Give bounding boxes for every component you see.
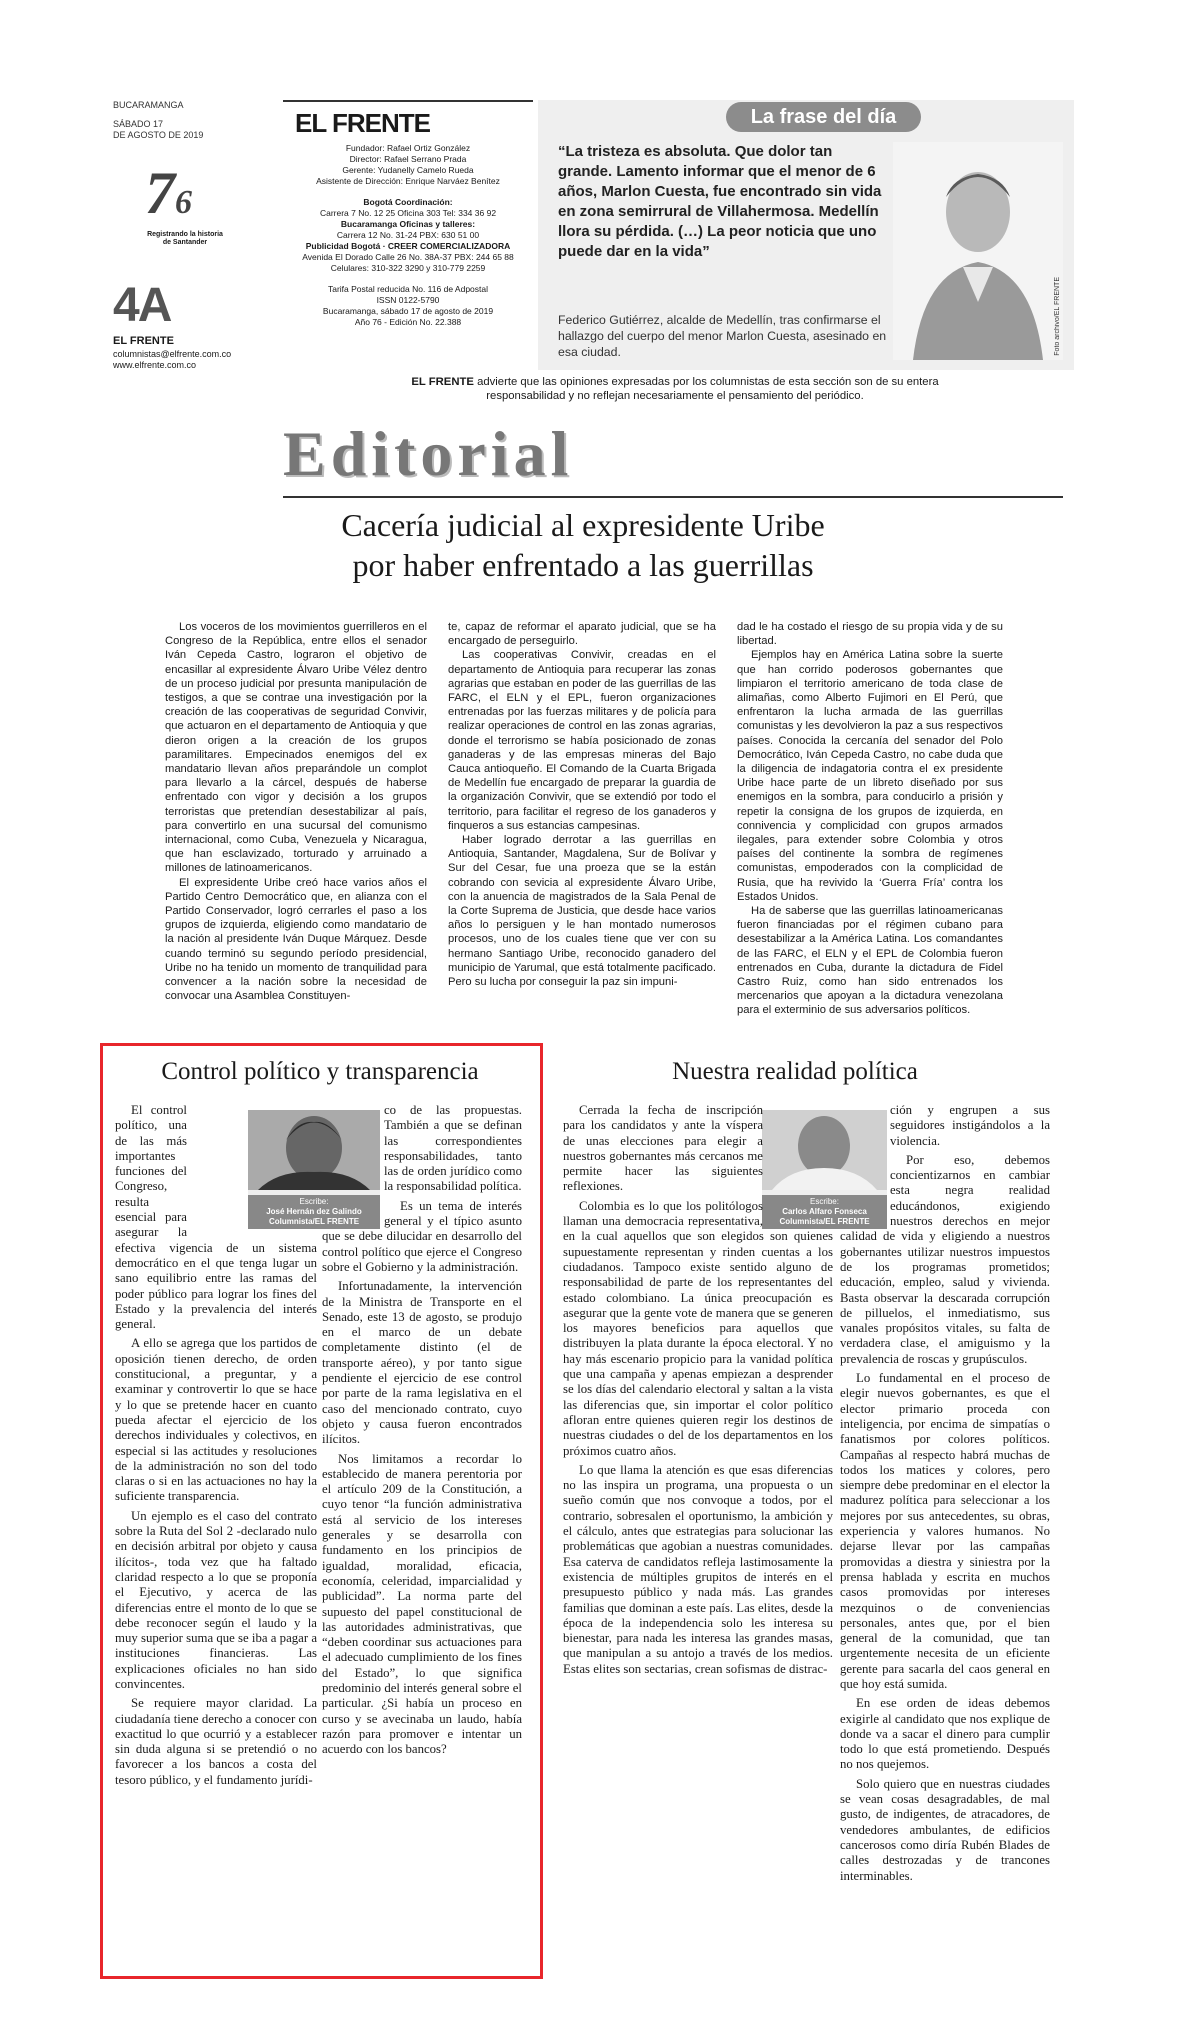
date-line-2: DE AGOSTO DE 2019 — [113, 130, 204, 140]
author-photo-right: Escribe: Carlos Alfaro Fonseca Columnista/EL FRENTE — [762, 1110, 887, 1228]
editorial-headline: Cacería judicial al expresidente Uribe por haber enfrentado a las guerrillas — [341, 507, 825, 583]
anniversary-logo: 76 Registrando la historia de Santander — [145, 160, 223, 246]
article-left-column-2: co de las propuestas. También a que se definan las correspondientes responsabilidades, tanto las de orden jurídico como la responsabilidad política. Es un tema de interés general y el típico asunto que se debe dilucidar en desarrollo del control político que ejerce el Congreso sobre el Gobierno y la administración. Infortunadamente, la intervención de la Ministra de Transporte en el Senado, este 13 de agosto, se produjo en el marco de un debate completamente distinto (el de transporte aéreo), y por tanto sigue pendiente el ejercicio de ese control por parte de la rama legislativa en el caso del mencionado contrato, cuyo objeto y causa fueron encontrados ilícitos. Nos limitamos a recordar lo establecido de manera perentoria por el artículo 209 de la Constitución, a cuyo tenor “la función administrativa está al servicio de los intereses generales y se desarrolla con fundamento en los principios de igualdad, moralidad, eficacia, economía, celeridad, imparcialidad y publicidad”. La norma parte del supuesto del papel constitucional de las autoridades administrativas, que “deben coordinar sus actuaciones para el adecuado cumplimiento de los fines del Estado”, lo que significa predominio del interés general sobre el particular. ¿Si había un proceso en curso y se avecinaba un laudo, había razón para promover e intentar un acuerdo con los bancos? — [322, 1103, 522, 1757]
quote-text: “La tristeza es absoluta. Que dolor tan grande. Lamento informar que el menor de 6 años, Marlon Cuesta, fue encontrado sin vida en zona semirrural de Villahermosa. Medellín llora su pérdida. (…) La peor noticia que uno puede dar en la vida” — [558, 143, 882, 260]
mayor-photo — [893, 142, 1063, 360]
section-title: Editorial — [283, 418, 574, 489]
masthead-info — [113, 100, 233, 141]
article-left-column-1: El control político, una de las más importantes funciones del Congreso, resulta esencial para asegurar la efectiva vigencia de un sistema democrático en el que tenga lugar un sano equilibrio entre las ramas del poder público para lograr los fines del Estado y la prevalencia del interés general. A ello se agrega que los partidos de oposición tienen derecho, de orden constitucional, a preguntar, y a examinar y controvertir lo que se hace y lo que se pretende hacer en cuanto pueda afectar el ejercicio de los derechos individuales y colectivos, en especial si las actitudes y resoluciones de la administración no son del todo claras o si en las actuaciones no hay la suficiente transparencia. Un ejemplo es el caso del contrato sobre la Ruta del Sol 2 -declarado nulo en decisión arbitral por objeto y causa ilícitos-, toda vez que ha faltado claridad respecto a lo que se proponía el Ejecutivo, y acerca de las diferencias entre el monto de lo que se debe reconocer según el laudo y la muy superior suma que se iba a pagar a instituciones financieras. Las explicaciones oficiales no han sido convincentes. Se requiere mayor claridad. La ciudadanía tiene derecho a conocer con exactitud lo que ocurrió y a establecer sin duda alguna si se pretendió o no favorecer a los bancos a costa del tesoro público, y el fundamento jurídi- — [115, 1103, 317, 1787]
article-right-column-2: ción y engrupen a sus seguidores instigándolos a la violencia. Por eso, debemos concientizarnos en cambiar esta negra realidad educándonos, exigiendo nuestros derechos en mejor calidad de vida y eligiendo a nuestros gobernantes utilizar nuestros impuestos de los programas prometidos; educación, empleo, salud y vivienda. Basta observar la descarada corrupción de pilluelos, el inmediatismo, sus vanales propósitos vitales, su falta de verdadera clase, el amiguismo y la prevalencia de roscas y grupúsculos. Lo fundamental en el proceso de elegir nuevos gobernantes, es que el elector primario proceda con inteligencia, por encima de simpatías o fanatismos por colores políticos. Campañas al respecto habrá muchas de todos los matices y colores, pero siempre debe predominar en el elector la madurez política para seleccionar a los mejores por sus antecedentes, su obras, experiencia y valores humanos. No dejarse llevar por las campañas promovidas a diestra y siniestra por la prensa hablada y escrita en muchos casos promovidas por intereses mezquinos o de conveniencias personales, antes que, por el bien general de la comunidad, que tan urgentemente necesita de un eficiente gerente para sacarla del caos general en que hoy está sumida. En ese orden de ideas debemos exigirle al candidato que nos explique de donde va a sacar el dinero para cumplir todo lo que está prometiendo. Después no nos quejemos. Solo quiero que en nuestras ciudades se vean cosas desagradables, de mal gusto, de indigentes, de atracadores, de vendedores ambulantes, de edificios cancerosos como diría Rubén Blades de calles destrozadas y de trancones interminables. — [840, 1103, 1050, 1883]
quote-attribution: Federico Gutiérrez, alcalde de Medellín, tras confirmarse el hallazgo del cuerpo del menor Marlon Cuesta, asesinado en esa ciudad. — [558, 313, 887, 359]
city: BUCARAMANGA — [113, 100, 184, 110]
credits-title: EL FRENTE — [295, 108, 430, 138]
contact-emails: columnistas@elfrente.com.co www.elfrente.com.co — [113, 349, 232, 370]
editorial-column-1: Los voceros de los movimientos guerrilleros en el Congreso de la República, entre ellos el senador Iván Cepeda Castro, lograron el objetivo de encasillar al expresidente Álvaro Uribe Vélez dentro de un proceso judicial por presunta manipulación de testigos, a que se contrae una investigación por la creación de las cooperativas de seguridad Convivir, que actuaron en el departamento de Antioquia y que dieron origen a la creación de los grupos paramilitares. Empecinados enemigos del ex mandatario llevan años preparándole un complot para llevarlo a la cárcel, después de haberse enfrentado con vigor y decisión a los grupos terroristas que pretendían desestabilizar al país, para convertirlo en una sucursal del comunismo internacional, como Cuba, Venezuela y Nicaragua, que han esclavizado, torturado y arruinado a millones de latinoamericanos. El expresidente Uribe creó hace varios años el Partido Centro Democrático que, en alianza con el Partido Conservador, logró cerrarles el paso a los grupos de izquierda, eligiendo como mandatario de la nación al presidente Iván Duque Márquez. Desde cuando terminó su segundo período presidencial, Uribe no ha tenido un momento de tranquilidad para convencer a la nación sobre la necesidad de convocar una Asamblea Constituyen- — [165, 621, 427, 1003]
section-header — [283, 418, 1063, 498]
author-photo-left: Escribe: José Hernán dez Galindo Columnista/EL FRENTE — [248, 1110, 380, 1228]
brand-name: EL FRENTE — [113, 335, 174, 347]
page-number: 4A — [113, 279, 171, 332]
photo-credit: Foto archivo/EL FRENTE — [1054, 277, 1061, 356]
credits-box: EL FRENTE Fundador: Rafael Ortiz González Director: Rafael Serrano Prada Gerente: Yudanelly Camelo Rueda Asistente de Dirección: Enrique Narváez Benítez Bogotá Coordinación: Carrera 7 No. 12 25 Oficina 303 Tel: 334 36 92 Bucaramanga Oficinas y talleres: Carrera 12 No. 31-24 PBX: 630 51 00 Publicidad Bogotá · CREER COMERCIALIZADORA Avenida El Dorado Calle 26 No. 38A-37 PBX: 244 65 88 Celulares: 310-322 3290 y 310-779 2259 Tarifa Postal reducida No. 116 de Adpostal ISSN 0122-5790 Bucaramanga, sábado 17 de agosto de 2019 Año 76 - Edición No. 22.388 — [283, 100, 533, 366]
date-line-1: SÁBADO 17 — [113, 119, 164, 129]
article-right-column-1: Cerrada la fecha de inscripción para los candidatos y ante la víspera de unas elecciones para elegir a nuestros gobernantes más cercanos me permite hacer las siguientes reflexiones. Colombia es lo que los politólogos llaman una democracia representativa, en la cual aquellos que son elegidos son quienes supuestamente representan y rinden cuentas a los ciudadanos. Tampoco existe sentido alguno de responsabilidad de parte de los representantes del estado colombiano. La única preocupación es asegurar que la gente vote de manera que se generen los mayores beneficios para aquellos que distribuyen la plata durante la época electoral. Y no hay más escenario propicio para la vanidad política que una campaña y apenas empiezan a desprender se los días del calendario electoral y saltan a la vista las diferencias que, sin importar el color político afloran entre quienes quieren regir los destinos de nuestras ciudades o del de los departamentos en los próximos cuatro años. Lo que llama la atención es que esas diferencias no las inspira un programa, una propuesta o un sueño común que nos convoque a todos, por el contrario, sobresalen el oportunismo, la ambición y el cálculo, antes que estrategias para solucionar las problemáticas que agobian a nuestras comunidades. Esa caterva de candidatos refleja lastimosamente la existencia de múltiples grupitos de interés en el presupuesto público y nada más. Las grandes familias que dominan a este país. Las elites, desde la época de la independencia solo les interesa su bienestar, para nada les interesa las grandes masas, que manipulan a su antojo a través de los medios. Estas elites son sectarias, crean sofismas de distrac- — [563, 1103, 833, 1676]
article-left-title: Control político y transparencia — [161, 1058, 479, 1085]
article-right-title: Nuestra realidad política — [672, 1058, 918, 1085]
quote-label: La frase del día — [726, 102, 921, 132]
disclaimer: EL FRENTE advierte que las opiniones expresadas por los columnistas de esta sección son de su entera responsabilidad y no reflejan necesariamente el pensamiento del periódico. — [411, 376, 939, 402]
quote-box — [538, 100, 1074, 370]
editorial-column-2: te, capaz de reformar el aparato judicial, que se ha encargado de perseguirlo. Las cooperativas Convivir, creadas en el departamento de Antioquia para recuperar las zonas agrarias que estaban en poder de las guerrillas de las FARC, el ELN y el EPL, fueron organizaciones entrenadas por las fuerzas militares y de policía para realizar operaciones de control en las zonas agrarias, donde el terrorismo se había posicionado de zonas ganaderas y de las empresas mineras del Bajo Cauca antioqueño. El Comando de la Cuarta Brigada de Medellín fue encargado de preparar la guardia de la organización Convivir, que se extendió por todo el territorio, para facilitar el regreso de los ganaderos y finqueros a sus estancias campesinas. Haber logrado derrotar a las guerrillas en Antioquia, Santander, Magdalena, Sur de Bolívar y Sur del Cesar, fue una proeza que se la están cobrando con sevicia al expresidente Álvaro Uribe, con la anuencia de magistrados de la Sala Penal de la Corte Suprema de Justicia, que desde hace varios años lo persiguen y le han montado numerosos procesos, uno de los cuales tiene que ver con su hermano Santiago Uribe, reconocido ganadero del municipio de Yarumal, que está totalmente pacificado. Pero su lucha por conseguir la paz sin impuni- — [448, 621, 716, 989]
editorial-column-3: dad le ha costado el riesgo de su propia vida y de su libertad. Ejemplos hay en América Latina sobre la suerte que han corrido poderosos gobernantes que limpiaron el territorio americano de toda clase de alimañas, como Alberto Fujimori en El Perú, que enfrentaron la lucha armada de las guerrillas comunistas y les devolvieron la paz a sus respectivos países. Conocida la cercanía del senador del Polo Democrático, Iván Cepeda Castro, no cabe duda que la diligencia de indagatoria contra el ex presidente Uribe hace parte de un libreto diseñado por sus enemigos en la sombra, para conducirlo a prisión y repetir la consigna de los grupos de izquierda, en connivencia y complicidad con grupos armados ilegales, para extender sobre Colombia y otros países del continente la sombra de regímenes comunistas, empoderados con la complicidad de Rusia, que ha revivido la ‘Guerra Fría’ contra los Estados Unidos. Ha de saberse que las guerrillas latinoamericanas fueron financiadas por el régimen cubano para desestabilizar a la América Latina. Los comandantes de las FARC, el ELN y el EPL de Colombia fueron entrenados en Cuba, durante la dictadura de Fidel Castro Ruiz, como han sido entrenados los mercenarios que apoyan a la dictadura venezolana para el exterminio de sus adversarios políticos. — [737, 621, 1003, 1017]
